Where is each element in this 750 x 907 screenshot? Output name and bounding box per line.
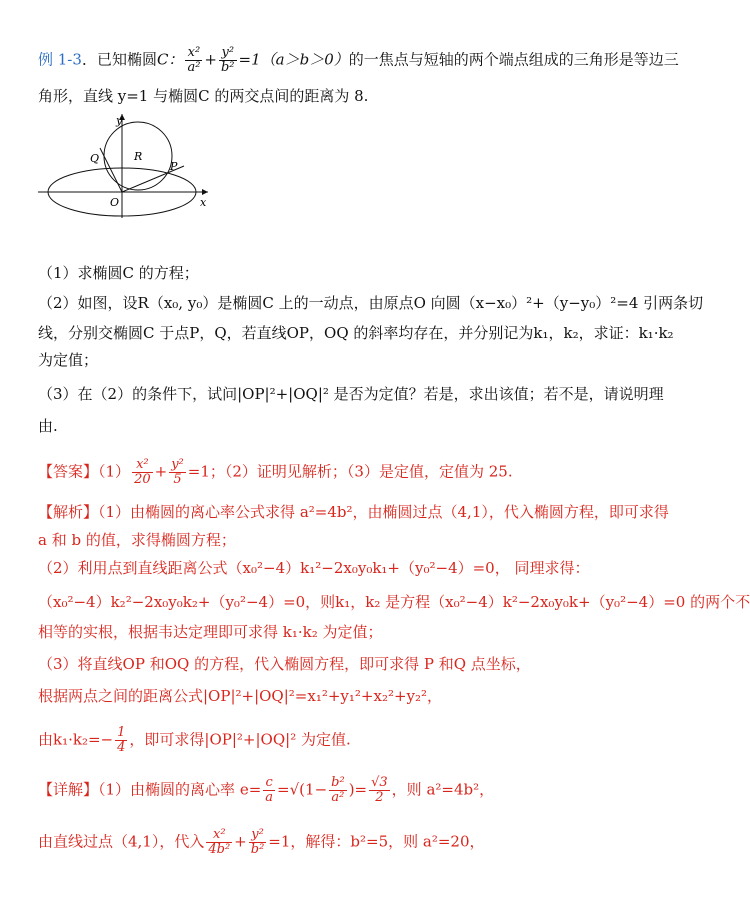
answer-line	[38, 458, 612, 487]
problem-line-1: 例 1-3．已知椭圆C： $\frac{\text{x²}}{\text{a²}}$ + $\frac{\text{y²}}{\text{b²}}$ =1（a＞b＞0）的一焦点与短轴的两个端点组成的三角形是等边三	[38, 45, 679, 75]
detail-frac-b-a: $\frac{\text{b²}}{\text{a²}}$	[331, 775, 345, 805]
analysis-l8-pre: 由k₁·k₂=−	[38, 730, 114, 749]
analysis-line-5: 相等的实根，根据韦达定理即可求得 k₁·k₂ 为定值；	[38, 623, 383, 641]
detail-l1-mid: )=	[348, 780, 368, 799]
figure-label-q: Q	[90, 152, 100, 165]
stem-frac-y: $\frac{\text{y²}}{\text{b²}}$	[220, 45, 235, 75]
stem-math: C：	[156, 50, 184, 69]
detail-frac-c-a: $\frac{c}{a}$	[265, 775, 274, 805]
question-3-line-1: （3）在（2）的条件下，试问|OP|²+|OQ|² 是否为定值？若是，求出该值；若不是，请说明理	[38, 385, 664, 403]
answer-plus: +	[154, 462, 168, 481]
analysis-line-1	[38, 502, 669, 522]
analysis-line-6: （3）将直线OP 和OQ 的方程，代入椭圆方程，即可求得 P 和Q 点坐标，	[38, 655, 531, 673]
figure-label-o: O	[110, 196, 120, 209]
stem-cond: =1（a＞b＞0）	[238, 50, 349, 69]
stem-pre: ．已知椭圆	[81, 50, 157, 69]
analysis-line-4: （x₀²−4）k₂²−2x₀y₀k₂+（y₀²−4）=0，则k₁，k₂ 是方程（x₀²−4）k²−2x₀y₀k+（y₀²−4）=0 的两个不	[38, 593, 750, 611]
question-1: （1）求椭圆C 的方程；	[38, 264, 199, 282]
figure-label-p: P	[170, 160, 178, 173]
detail-line-1	[38, 776, 612, 805]
detail-l2-post: =1，解得：b²=5，则 a²=20，	[268, 832, 485, 851]
detail-frac-sqrt3: $\frac{√3}{2}$	[371, 775, 388, 805]
detail-line-2	[38, 828, 612, 857]
answer-frac-2: $\frac{\text{y²}}{5}$	[171, 457, 184, 487]
analysis-l8-frac: $\frac{1}{4}$	[117, 725, 126, 755]
answer-eq: =1；	[187, 462, 225, 481]
analysis-line-7: 根据两点之间的距离公式|OP|²+|OQ|²=x₁²+y₁²+x₂²+y₂²，	[38, 687, 443, 705]
answer-rest: （2）证明见解析；（3）是定值，定值为 25.	[224, 462, 513, 481]
figure-label-y: y	[116, 114, 123, 127]
analysis-line-3: （2）利用点到直线距离公式（x₀²−4）k₁²−2x₀y₀k₁+（y₀²−4）=0， 同理求得：	[38, 559, 590, 577]
stem-post: 的一焦点与短轴的两个端点组成的三角形是等边三	[348, 50, 679, 69]
detail-l1-pre: （1）由椭圆的离心率 e=	[98, 780, 262, 799]
analysis-line-8	[38, 726, 612, 755]
detail-tag: 【详解】	[38, 780, 99, 799]
analysis-l1: （1）由椭圆的离心率公式求得 a²=4b²，由椭圆过点（4,1），代入椭圆方程，即可求得	[98, 503, 669, 521]
analysis-tag: 【解析】	[38, 503, 99, 521]
figure-label-x: x	[200, 196, 207, 209]
question-2-line-2: 线，分别交椭圆C 于点P，Q，若直线OP，OQ 的斜率均存在，并分别记为k₁，k₂，求证：k₁·k₂	[38, 324, 674, 342]
analysis-l8-post: ，即可求得|OP|²+|OQ|² 为定值.	[129, 730, 351, 749]
analysis-line-2: a 和 b 的值，求得椭圆方程；	[38, 531, 236, 549]
detail-l2-plus: +	[234, 832, 247, 851]
ellipse-circle-figure	[38, 110, 218, 220]
detail-l2-frac-x: $\frac{\text{x²}}{\text{4b²}}$	[208, 827, 231, 857]
example-label: 例 1-3	[38, 50, 82, 69]
figure-label-r: R	[134, 150, 143, 163]
answer-part1-label: （1）	[98, 462, 131, 481]
question-2-line-3: 为定值；	[38, 351, 99, 369]
detail-l2-pre: 由直线过点（4,1），代入	[38, 832, 205, 851]
question-3-line-2: 由.	[38, 417, 58, 435]
answer-frac-1: $\frac{\text{x²}}{20}$	[134, 457, 151, 487]
detail-l1-eq: =√(1−	[277, 780, 328, 799]
detail-l1-post: ，则 a²=4b²，	[391, 780, 495, 799]
answer-tag: 【答案】	[38, 462, 99, 481]
stem-frac-x: $\frac{\text{x²}}{\text{a²}}$	[187, 45, 201, 75]
question-2-line-1: （2）如图，设R（x₀, y₀）是椭圆C 上的一动点，由原点O 向圆（x−x₀）²+（y−y₀）²=4 引两条切	[38, 294, 704, 312]
problem-line-2: 角形，直线 y=1 与椭圆C 的两交点间的距离为 8.	[38, 87, 369, 105]
detail-l2-frac-y: $\frac{\text{y²}}{\text{b²}}$	[250, 827, 265, 857]
